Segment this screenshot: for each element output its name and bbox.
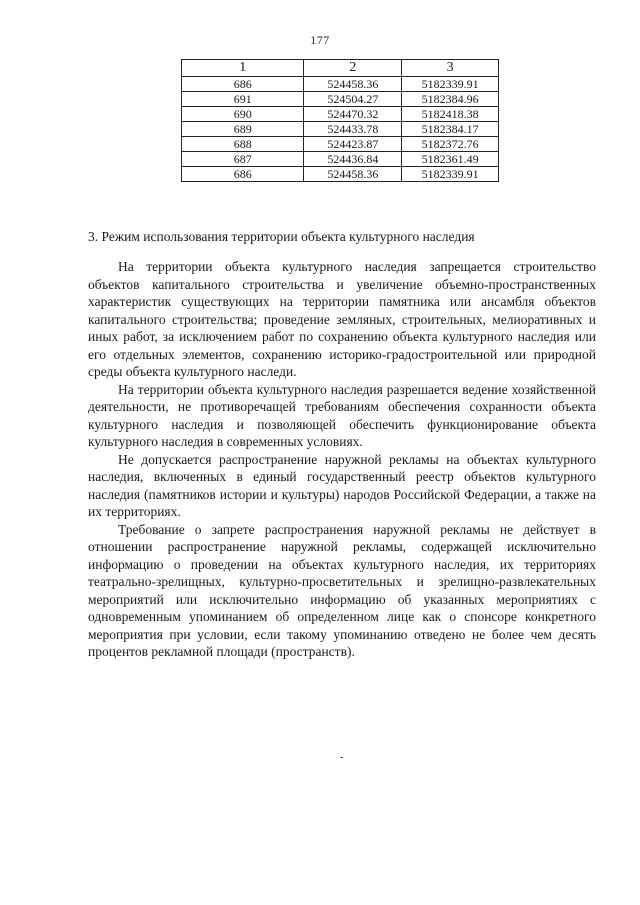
paragraph-advertising-exception: Требование о запрете распространения наружной рекламы не действует в отношении распространение наружной рекламы, содержащей исключительно информацию о проведении на объектах культурного наследия, их территориях театрально-зрелищных, культурно-просветительных и зрелищно-развлекательных мероприятий или исключительно информацию об указанных мероприятиях с одновременным упоминанием об определенном лице как о спонсоре конкретного мероприятия при условии, если такому упоминанию отведено не более чем десять процентов рекламной площади (пространств). — [88, 521, 596, 659]
x-coordinate-cell: 524423.87 — [304, 137, 402, 152]
paragraph-advertising-ban: Не допускается распространение наружной рекламы на объектах культурного наследия, включенных в единый государственный реестр объектов культурного наследия (памятников истории и культуры) народов Российской Федерации, а также на их территориях. — [88, 451, 596, 519]
coordinates-table — [181, 59, 499, 182]
y-coordinate-cell: 5182339.91 — [402, 167, 499, 182]
paragraph-prohibitions: На территории объекта культурного наследия запрещается строительство объектов капитального строительства и увеличение объемно-пространственных характеристик существующих на территории памятника или ансамбля объектов капитального строительства; проведение земляных, строительных, мелиоративных и иных работ, за исключением работ по сохранению объекта культурного наследия или его отдельных элементов, сохранению историко-градостроительной или природной среды объекта культурного наследи. — [88, 259, 596, 379]
x-coordinate-cell: 524436.84 — [304, 152, 402, 167]
table-row — [182, 137, 499, 152]
body-text — [88, 258, 596, 661]
x-coordinate-cell: 524458.36 — [304, 167, 402, 182]
point-number-cell: 688 — [182, 137, 304, 152]
y-coordinate-cell: 5182384.96 — [402, 92, 499, 107]
column-header-y: 3 — [402, 60, 499, 77]
table-row — [182, 152, 499, 167]
point-number-cell: 689 — [182, 122, 304, 137]
table-row — [182, 107, 499, 122]
footer-mark: - — [340, 752, 344, 763]
y-coordinate-cell: 5182361.49 — [402, 152, 499, 167]
point-number-cell: 687 — [182, 152, 304, 167]
section-heading: 3. Режим использования территории объекта культурного наследия — [88, 229, 475, 244]
y-coordinate-cell: 5182372.76 — [402, 137, 499, 152]
point-number-cell: 691 — [182, 92, 304, 107]
table-row — [182, 77, 499, 92]
paragraph-permitted-activity: На территории объекта культурного наследия разрешается ведение хозяйственной деятельности, не противоречащей требованиям обеспечения сохранности объекта культурного наследия и позволяющей обеспечить функционирование объекта культурного наследия в современных условиях. — [88, 381, 596, 449]
column-header-x: 2 — [304, 60, 402, 77]
x-coordinate-cell: 524433.78 — [304, 122, 402, 137]
point-number-cell: 686 — [182, 167, 304, 182]
column-header-point: 1 — [182, 60, 304, 77]
page-number: 177 — [310, 33, 330, 47]
table-row — [182, 92, 499, 107]
y-coordinate-cell: 5182339.91 — [402, 77, 499, 92]
x-coordinate-cell: 524458.36 — [304, 77, 402, 92]
table-row — [182, 122, 499, 137]
y-coordinate-cell: 5182384.17 — [402, 122, 499, 137]
x-coordinate-cell: 524504.27 — [304, 92, 402, 107]
x-coordinate-cell: 524470.32 — [304, 107, 402, 122]
table-header-row — [182, 60, 499, 77]
point-number-cell: 690 — [182, 107, 304, 122]
table-row — [182, 167, 499, 182]
y-coordinate-cell: 5182418.38 — [402, 107, 499, 122]
point-number-cell: 686 — [182, 77, 304, 92]
